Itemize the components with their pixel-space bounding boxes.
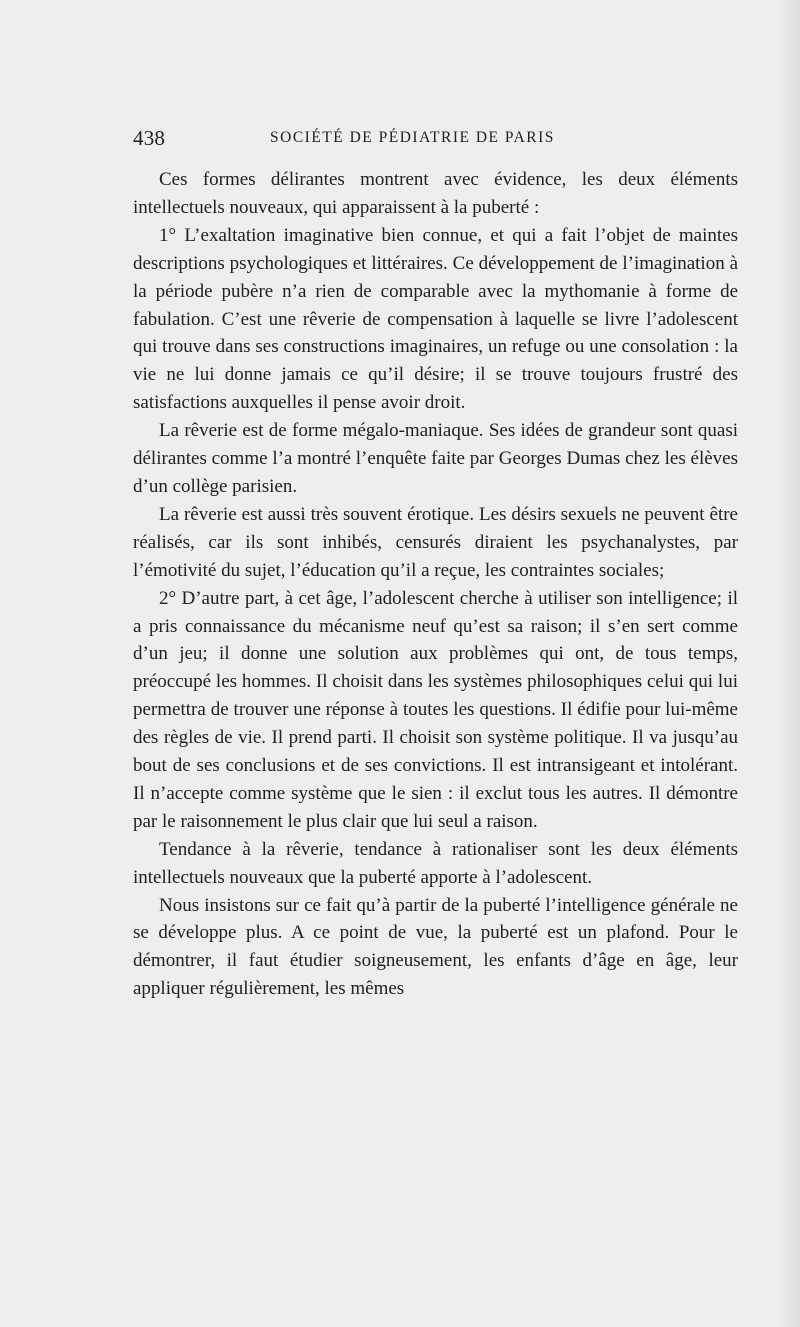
paragraph: La rêverie est de forme mégalo-maniaque. Ses idées de grandeur sont quasi délirantes comme l’a montré l’enquête faite par Georges Dumas chez les élèves d’un collège parisien. xyxy=(133,420,738,497)
paragraph: Nous insistons sur ce fait qu’à partir de la puberté l’intelligence générale ne se développe plus. A ce point de vue, la puberté est un plafond. Pour le démontrer, il faut étudier soigneusement, les enfants d’âge en âge, leur appliquer régulièrement, les mêmes xyxy=(133,894,738,1000)
page-edge-shadow xyxy=(778,0,800,1327)
body-text xyxy=(133,166,738,1003)
paragraph: 2° D’autre part, à cet âge, l’adolescent cherche à utiliser son intelligence; il a pris connaissance du mécanisme neuf qu’est sa raison; il s’en sert comme d’un jeu; il donne une solution aux problèmes qui ont, de tous temps, préoccupé les hommes. Il choisit dans les systèmes philosophiques celui qui lui permettra de trouver une réponse à toutes les questions. Il édifie pour lui-même des règles de vie. Il prend parti. Il choisit son système politique. Il va jusqu’au bout de ses conclusions et de ses convictions. Il est intransigeant et intolérant. Il n’accepte comme système que le sien : il exclut tous les autres. Il démontre par le raisonnement le plus clair que lui seul a raison. xyxy=(133,587,738,832)
paragraph: La rêverie est aussi très souvent érotique. Les désirs sexuels ne peuvent être réalisés, car ils sont inhibés, censurés diraient les psychanalystes, par l’émotivité du sujet, l’éducation qu’il a reçue, les contraintes sociales; xyxy=(133,503,738,581)
paragraph: Ces formes délirantes montrent avec évidence, les deux éléments intellectuels nouveaux, qui apparaissent à la puberté : xyxy=(133,169,738,218)
page-number: 438 xyxy=(133,126,166,150)
page-header xyxy=(133,126,741,154)
paragraph: Tendance à la rêverie, tendance à rationaliser sont les deux éléments intellectuels nouveaux que la puberté apporte à l’adolescent. xyxy=(133,838,738,888)
paragraph: 1° L’exaltation imaginative bien connue, et qui a fait l’objet de maintes descriptions psychologiques et littéraires. Ce développement de l’imagination à la période pubère n’a rien de comparable avec la mythomanie à forme de fabulation. C’est une rêverie de compensation à laquelle se livre l’adolescent qui trouve dans ses constructions imaginaires, un refuge ou une consolation : la vie ne lui donne jamais ce qu’il désire; il se trouve toujours frustré des satisfactions auxquelles il pense avoir droit. xyxy=(133,224,738,414)
running-title: SOCIÉTÉ DE PÉDIATRIE DE PARIS xyxy=(270,129,555,146)
